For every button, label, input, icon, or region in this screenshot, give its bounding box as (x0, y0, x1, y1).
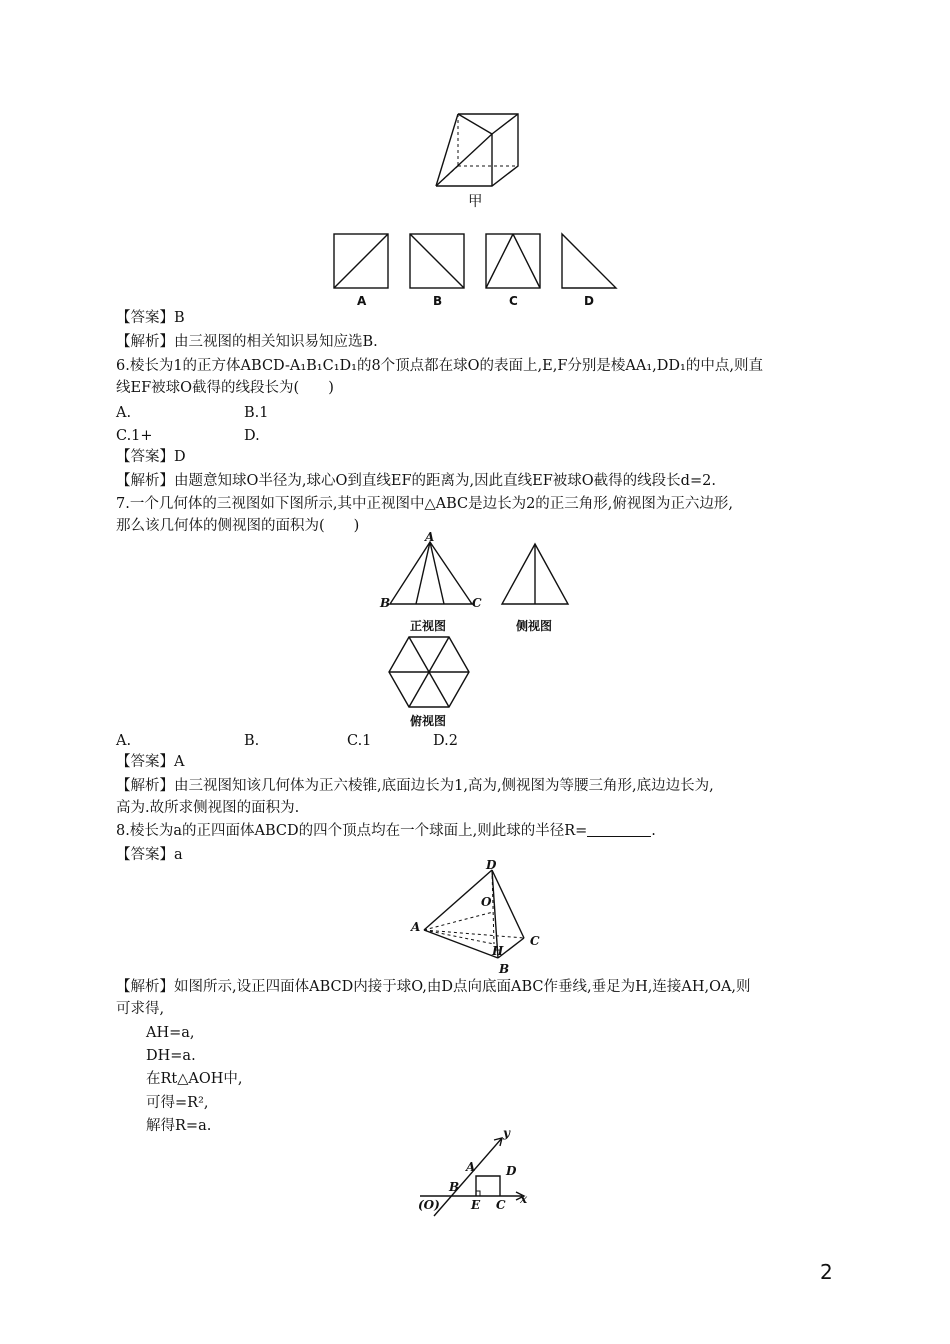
q7-top-view-label: 俯视图 (410, 714, 447, 728)
solid-figure-jia (430, 108, 526, 190)
q6-stem-1: 6.棱长为1的正方体ABCD-A₁B₁C₁D₁的8个顶点都在球O的表面上,E,F分别是棱AA₁,DD₁的中点,则直 (116, 358, 763, 374)
q7-option-a: A. (116, 733, 132, 749)
q8-analysis-1: 【解析】如图所示,设正四面体ABCD内接于球O,由D点向底面ABC作垂线,垂足为H,连接AH,OA,则 (116, 979, 751, 995)
q8-point-c: C (530, 934, 540, 948)
view-label-a: A (357, 294, 367, 308)
q7-side-view-label: 侧视图 (516, 619, 553, 633)
q6-stem-2: 线EF被球O截得的线段长为( ) (116, 380, 334, 396)
q7-front-view-label: 正视图 (410, 619, 447, 633)
axis-label-y: y (503, 1126, 510, 1140)
q7-analysis-1: 【解析】由三视图知该几何体为正六棱锥,底面边长为1,高为,侧视图为等腰三角形,底边边长为, (116, 778, 714, 794)
coord-point-d: D (506, 1164, 517, 1178)
q7-option-c: C.1 (347, 733, 372, 749)
q6-option-b: B.1 (244, 405, 269, 421)
q8-analysis-2: 可求得, (116, 1001, 165, 1017)
q8-step-3: 在Rt△AOH中, (146, 1071, 243, 1087)
q8-tetrahedron-figure (414, 858, 548, 976)
view-options-figure (330, 230, 620, 292)
q7-point-c: C (472, 596, 482, 610)
q7-answer: 【答案】A (116, 754, 185, 770)
q7-option-b: B. (244, 733, 260, 749)
q6-analysis: 【解析】由题意知球O半径为,球心O到直线EF的距离为,因此直线EF被球O截得的线段长d=2. (116, 473, 716, 489)
q7-side-view (498, 540, 572, 610)
q8-answer: 【答案】a (116, 847, 183, 863)
q8-step-4: 可得=R², (146, 1095, 209, 1111)
q8-point-a: A (411, 920, 421, 934)
q6-option-d: D. (244, 428, 260, 444)
coord-origin: (O) (418, 1198, 440, 1212)
q6-option-a: A. (116, 405, 132, 421)
q7-analysis-2: 高为.故所求侧视图的面积为. (116, 800, 300, 816)
q8-point-b: B (499, 962, 510, 976)
coord-point-b: B (449, 1180, 460, 1194)
q8-point-o: O (481, 895, 492, 909)
q8-step-2: DH=a. (146, 1048, 196, 1064)
view-label-c: C (509, 294, 518, 308)
q7-point-b: B (380, 596, 391, 610)
q7-front-view (386, 540, 478, 610)
q8-step-5: 解得R=a. (146, 1118, 212, 1134)
q7-top-view (386, 634, 472, 710)
coord-point-e: E (471, 1198, 481, 1212)
q8-point-d: D (486, 858, 497, 872)
q5-analysis: 【解析】由三视图的相关知识易知应选B. (116, 334, 378, 350)
q8-stem (116, 821, 656, 841)
q7-stem-1: 7.一个几何体的三视图如下图所示,其中正视图中△ABC是边长为2的正三角形,俯视图为正六边形, (116, 496, 734, 512)
q8-step-1: AH=a, (146, 1025, 195, 1041)
figure-caption-jia: 甲 (468, 194, 483, 210)
coord-point-c: C (496, 1198, 506, 1212)
q7-point-a: A (425, 530, 435, 544)
q6-option-c: C.1+ (116, 428, 153, 444)
q5-answer: 【答案】B (116, 310, 185, 326)
q7-option-d: D.2 (433, 733, 458, 749)
q8-point-h: H (492, 944, 504, 958)
page-number: 2 (820, 1260, 833, 1284)
q8-answer-blank (587, 822, 651, 837)
coord-point-a: A (466, 1160, 476, 1174)
q8-stem-text: 8.棱长为a的正四面体ABCD的四个顶点均在一个球面上,则此球的半径R= (116, 823, 588, 839)
view-label-d: D (584, 294, 594, 308)
view-label-b: B (433, 294, 443, 308)
axis-label-x: x (520, 1192, 528, 1206)
q7-stem-2: 那么该几何体的侧视图的面积为( ) (116, 518, 360, 534)
q8-stem-end: . (651, 823, 656, 839)
q6-answer: 【答案】D (116, 449, 186, 465)
